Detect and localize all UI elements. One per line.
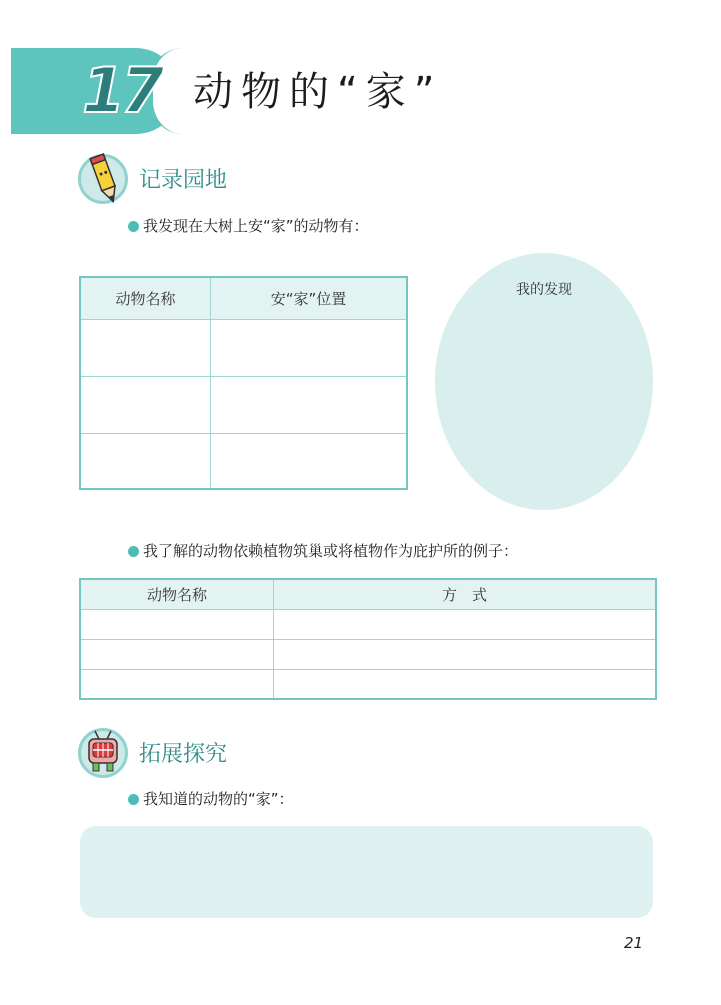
lesson-number: 17 [82,54,161,127]
table-row [80,376,407,433]
table-header-animal-name: 动物名称 [80,579,274,609]
shelter-prompt-text: 我了解的动物依赖植物筑巢或将植物作为庇护所的例子： [143,542,519,560]
explore-prompt [128,788,294,810]
tree-home-table [79,276,408,490]
bullet-icon [128,546,139,557]
shelter-prompt [128,540,518,562]
table-cell-animal[interactable] [80,609,274,639]
table-cell-animal[interactable] [80,376,211,433]
table-header-animal-name: 动物名称 [80,277,211,319]
table-cell-location[interactable] [211,376,408,433]
page-number: 21 [624,934,644,952]
table-cell-method[interactable] [274,669,657,699]
explore-prompt-text: 我知道的动物的“家”： [143,790,294,808]
table-cell-animal[interactable] [80,433,211,489]
tv-robot-icon [78,728,128,778]
bullet-icon [128,794,139,805]
lesson-title: 动物的“家” [193,69,443,115]
table-row [80,609,656,639]
section-explore-heading [78,728,338,782]
table-cell-animal[interactable] [80,639,274,669]
table-header-home-location: 安“家”位置 [211,277,408,319]
pencil-icon [78,154,128,204]
table-cell-location[interactable] [211,433,408,489]
table-cell-animal[interactable] [80,319,211,376]
section-explore-label: 拓展探究 [139,742,228,767]
record-prompt-text: 我发现在大树上安“家”的动物有： [143,217,369,235]
discovery-oval[interactable] [435,253,653,510]
table-row [80,669,656,699]
table-cell-location[interactable] [211,319,408,376]
bullet-icon [128,221,139,232]
section-record-label: 记录园地 [139,168,228,193]
discovery-label: 我的发现 [516,282,572,298]
plant-shelter-table [79,578,657,700]
table-cell-method[interactable] [274,609,657,639]
record-prompt [128,215,369,237]
explore-answer-box[interactable] [80,826,653,918]
table-row [80,639,656,669]
table-cell-animal[interactable] [80,669,274,699]
table-row [80,319,407,376]
table-header-method: 方 式 [274,579,657,609]
section-record-heading [78,154,338,208]
table-cell-method[interactable] [274,639,657,669]
table-row [80,433,407,489]
